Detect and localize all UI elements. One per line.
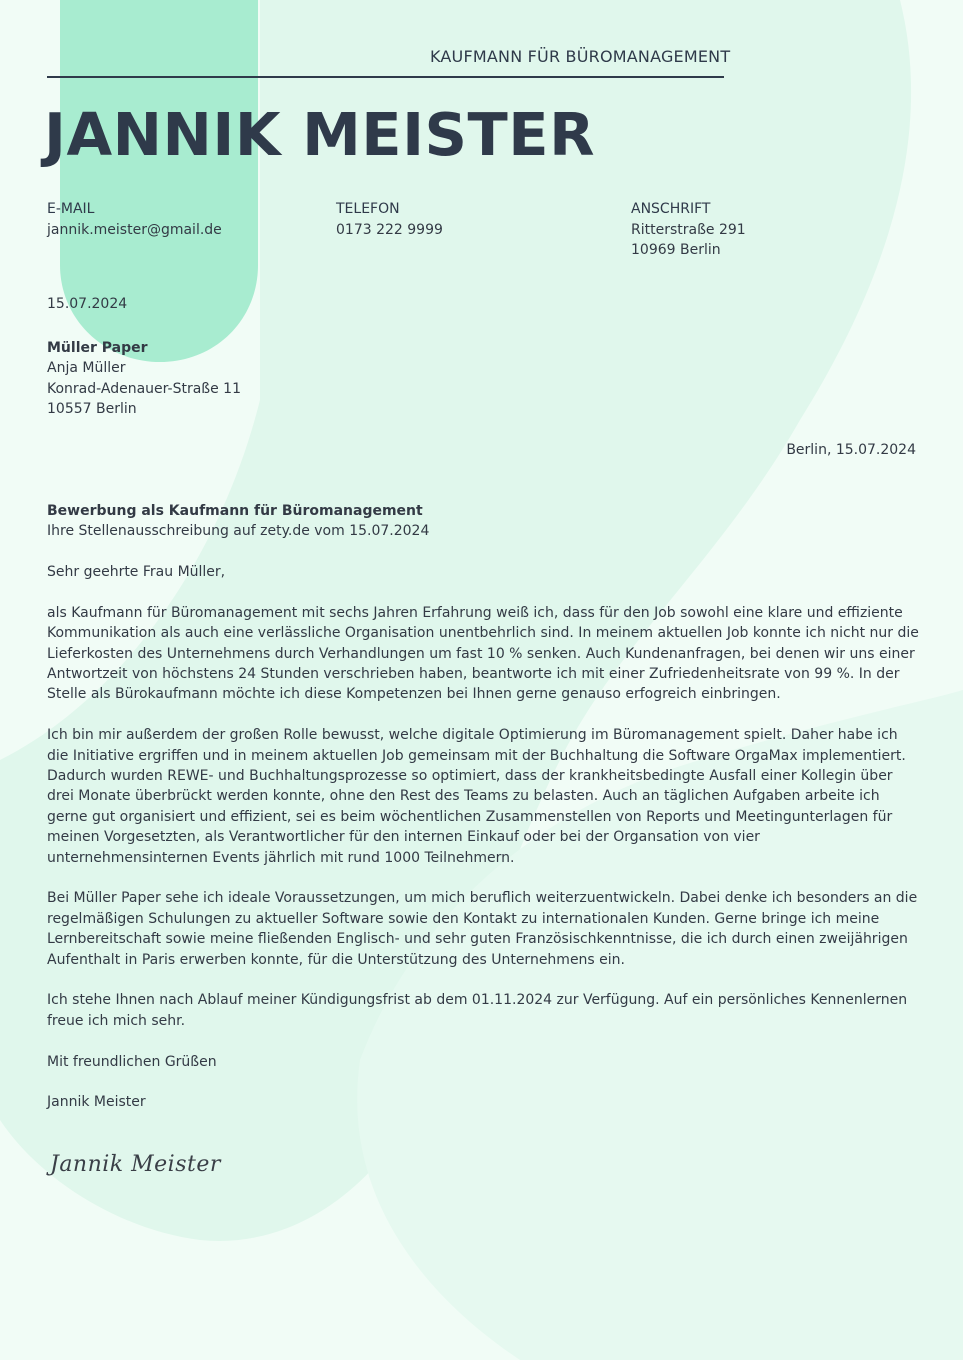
- closing: Mit freundlichen Grüßen: [47, 1053, 217, 1070]
- place-and-date: Berlin, 15.07.2024: [786, 442, 916, 458]
- body-paragraph: als Kaufmann für Büromanagement mit sechs Jahren Erfahrung weiß ich, dass für den Job sowohl eine klare und effiziente Kommunikation als auch eine verlässliche Organisation unentbehrlich sind. In meinem aktuellen Job konnte ich nicht nur die Lieferkosten des Unternehmens durch Verhandlungen um fast 10 % senken. Auch Kundenanfragen, bei denen wir uns einer Antwortzeit von höchstens 24 Stunden verschrieben haben, beantworte ich mit einer Zufriedenheitsrate von 99 %. In der Stelle als Bürokaufmann möchte ich diese Kompetenzen bei Ihnen gerne genauso erfogreich einbringen.: [47, 604, 919, 703]
- salutation: Sehr geehrte Frau Müller,: [47, 564, 226, 580]
- address-label: ANSCHRIFT: [631, 201, 711, 217]
- recipient-city: 10557 Berlin: [47, 401, 137, 418]
- recipient-person: Anja Müller: [47, 360, 126, 377]
- subject-block: [47, 501, 429, 542]
- letter-body: [47, 562, 919, 1133]
- address-line-1: Ritterstraße 291: [631, 221, 746, 238]
- contact-email-block: [47, 199, 222, 240]
- letter-date: 15.07.2024: [47, 296, 128, 312]
- recipient-street: Konrad-Adenauer-Straße 11: [47, 380, 241, 397]
- title-divider: [47, 76, 724, 78]
- address-line-2: 10969 Berlin: [631, 242, 721, 258]
- job-title: KAUFMANN FÜR BÜROMANAGEMENT: [430, 47, 731, 66]
- email-value[interactable]: jannik.meister@gmail.de: [47, 221, 222, 238]
- phone-value[interactable]: 0173 222 9999: [336, 221, 443, 238]
- body-paragraph: Bei Müller Paper sehe ich ideale Voraussetzungen, um mich beruflich weiterzuentwickeln. Dabei denke ich besonders an die regelmäßigen Schulungen zu aktueller Software sowie den Kontakt zu internationalen Kunden. Gerne bringe ich meine Lernbereitschaft sowie meine fließenden Englisch- und sehr guten Französischkenntnisse, die ich durch einen zweijährigen Aufenthalt in Paris erwerben konnte, für die Unterstützung des Unternehmens ein.: [47, 890, 918, 968]
- handwritten-signature: Jannik Meister: [50, 1152, 221, 1177]
- recipient-block: [47, 338, 241, 420]
- phone-label: TELEFON: [336, 201, 400, 217]
- reference-line: Ihre Stellenausschreibung auf zety.de vom 15.07.2024: [47, 523, 430, 540]
- email-label: E-MAIL: [47, 201, 95, 217]
- recipient-company: Müller Paper: [47, 340, 148, 356]
- body-paragraph: Ich stehe Ihnen nach Ablauf meiner Kündigungsfrist ab dem 01.11.2024 zur Verfügung. Auf ein persönliches Kennenlernen freue ich mich sehr.: [47, 992, 908, 1029]
- contact-address-block: [631, 199, 746, 261]
- signer-name: Jannik Meister: [47, 1094, 146, 1111]
- body-paragraph: Ich bin mir außerdem der großen Rolle bewusst, welche digitale Optimierung im Büromanagement spielt. Daher habe ich die Initiative ergriffen und in meinem aktuellen Job gemeinsam mit der Buchhaltung die Software OrgaMax implementiert. Dadurch wurden REWE- und Buchhaltungsprozesse so optimiert, dass der krankheitsbedingte Ausfall einer Kollegin über drei Monate überbrückt werden konnte, ohne den Rest des Teams zu belasten. Auch an täglichen Aufgaben arbeite ich gerne gut organisiert und effizient, sei es beim wöchentlichen Zusammenstellen von Reports und Meetingunterlagen für meinen Vorgesetzten, als Verantwortlicher für den internen Einkauf oder bei der Organsation von vier unternehmensinternen Events jährlich mit rund 1000 Teilnehmern.: [47, 727, 906, 866]
- contact-phone-block: [336, 199, 443, 240]
- subject-line: Bewerbung als Kaufmann für Büromanagement: [47, 503, 423, 519]
- applicant-name: JANNIK MEISTER: [44, 100, 596, 169]
